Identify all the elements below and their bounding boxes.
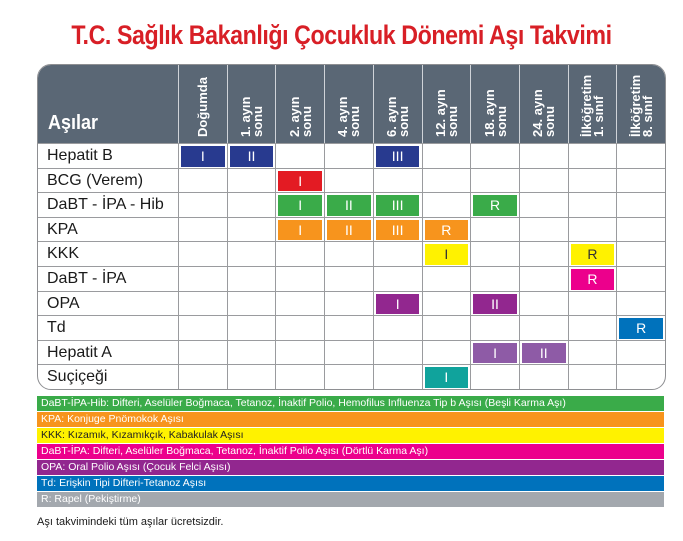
schedule-cell — [324, 193, 373, 218]
schedule-cell — [227, 193, 276, 218]
schedule-cell — [519, 193, 568, 218]
dose-marker: R — [571, 269, 615, 290]
dose-marker: I — [425, 244, 469, 265]
schedule-cell — [373, 193, 422, 218]
schedule-cell — [373, 292, 422, 317]
schedule-cell — [324, 144, 373, 169]
dose-marker: I — [425, 367, 469, 388]
schedule-cell — [568, 316, 617, 341]
schedule-cell — [568, 218, 617, 243]
schedule-cell — [227, 242, 276, 267]
schedule-cell — [373, 169, 422, 194]
vaccine-name: KKK — [47, 245, 80, 263]
schedule-cell — [373, 144, 422, 169]
schedule-cell — [324, 218, 373, 243]
schedule-cell — [178, 292, 227, 317]
schedule-cell — [227, 169, 276, 194]
dose-marker: I — [278, 171, 322, 192]
schedule-cell — [227, 218, 276, 243]
schedule-cell — [519, 316, 568, 341]
column-header-label: 4. ayın sonu — [335, 96, 363, 137]
table-header — [38, 65, 665, 143]
vaccine-name: DaBT - İPA — [47, 270, 127, 287]
schedule-cell — [227, 144, 276, 169]
dose-marker: I — [473, 343, 517, 364]
vaccine-name: BCG (Verem) — [47, 171, 144, 189]
schedule-cell — [470, 365, 519, 390]
schedule-cell — [422, 218, 471, 243]
schedule-cell — [616, 292, 665, 317]
table-row — [38, 315, 665, 341]
schedule-cell — [519, 365, 568, 390]
schedule-cell — [178, 267, 227, 292]
schedule-cell — [470, 341, 519, 366]
schedule-cell — [568, 242, 617, 267]
schedule-cell — [470, 218, 519, 243]
schedule-cell — [616, 365, 665, 390]
column-header-label: İlköğretim 1. sınıf — [578, 74, 606, 137]
column-header — [275, 65, 325, 143]
schedule-cell — [275, 169, 324, 194]
legend-entry: OPA: Oral Polio Aşısı (Çocuk Felci Aşısı) — [37, 460, 664, 475]
column-header-label: 18. ayın sonu — [481, 89, 509, 137]
column-header — [422, 65, 472, 143]
legend-entry: R: Rapel (Pekiştirme) — [37, 492, 664, 507]
schedule-cell — [616, 267, 665, 292]
schedule-cell — [227, 316, 276, 341]
dose-marker: II — [327, 195, 371, 216]
schedule-cell — [616, 169, 665, 194]
schedule-cell — [422, 292, 471, 317]
schedule-cell — [568, 365, 617, 390]
schedule-cell — [422, 193, 471, 218]
schedule-cell — [470, 316, 519, 341]
schedule-cell — [519, 292, 568, 317]
table-row — [38, 192, 665, 218]
schedule-cell — [422, 242, 471, 267]
dose-marker: II — [230, 146, 274, 167]
schedule-cell — [373, 267, 422, 292]
schedule-cell — [227, 341, 276, 366]
vaccine-name: Hepatit A — [47, 343, 112, 361]
schedule-cell — [422, 169, 471, 194]
dose-marker: I — [181, 146, 225, 167]
footnote: Aşı takvimindeki tüm aşılar ücretsizdir. — [37, 516, 224, 528]
column-header-label: 1. ayın sonu — [238, 96, 266, 137]
column-header-label: 12. ayın sonu — [432, 89, 460, 137]
schedule-cell — [373, 365, 422, 390]
schedule-cell — [324, 292, 373, 317]
schedule-cell — [227, 365, 276, 390]
schedule-cell — [178, 341, 227, 366]
column-header — [519, 65, 569, 143]
schedule-cell — [178, 144, 227, 169]
table-row — [38, 266, 665, 292]
schedule-cell — [227, 267, 276, 292]
schedule-cell — [470, 169, 519, 194]
schedule-cell — [519, 144, 568, 169]
column-header-label: 24. ayın sonu — [530, 89, 558, 137]
schedule-cell — [422, 365, 471, 390]
schedule-cell — [568, 144, 617, 169]
column-header — [373, 65, 423, 143]
schedule-cell — [178, 365, 227, 390]
schedule-cell — [470, 242, 519, 267]
schedule-cell — [324, 341, 373, 366]
column-header-label: 2. ayın sonu — [286, 96, 314, 137]
schedule-cell — [373, 242, 422, 267]
vaccine-name: KPA — [47, 220, 78, 238]
dose-marker: II — [327, 220, 371, 241]
schedule-cell — [616, 242, 665, 267]
schedule-cell — [616, 316, 665, 341]
schedule-cell — [568, 169, 617, 194]
schedule-cell — [568, 292, 617, 317]
dose-marker: III — [376, 220, 420, 241]
schedule-cell — [470, 193, 519, 218]
schedule-cell — [275, 341, 324, 366]
schedule-cell — [178, 218, 227, 243]
dose-marker: I — [278, 195, 322, 216]
schedule-cell — [324, 267, 373, 292]
schedule-cell — [470, 267, 519, 292]
schedule-cell — [616, 144, 665, 169]
dose-marker: R — [571, 244, 615, 265]
dose-marker: I — [278, 220, 322, 241]
schedule-cell — [616, 341, 665, 366]
dose-marker: II — [522, 343, 566, 364]
schedule-cell — [324, 242, 373, 267]
legend-entry: KPA: Konjuge Pnömokok Aşısı — [37, 412, 664, 427]
schedule-cell — [275, 316, 324, 341]
vaccine-name: Suçiçeği — [47, 368, 108, 386]
column-header-label: İlköğretim 8. sınıf — [627, 74, 655, 137]
schedule-cell — [324, 365, 373, 390]
schedule-cell — [324, 169, 373, 194]
schedule-cell — [178, 193, 227, 218]
schedule-cell — [373, 341, 422, 366]
column-header — [470, 65, 520, 143]
schedule-cell — [324, 316, 373, 341]
column-header — [227, 65, 277, 143]
schedule-cell — [422, 341, 471, 366]
legend-entry: DaBT-İPA-Hib: Difteri, Aselüler Boğmaca, Tetanoz, İnaktif Polio, Hemofilus Influenza Tip b Aşısı (Beşli Karma Aşı) — [37, 396, 664, 411]
schedule-cell — [616, 193, 665, 218]
vaccine-schedule-table — [37, 64, 666, 390]
dose-marker: II — [473, 294, 517, 315]
vaccine-name: DaBT - İPA - Hib — [47, 196, 164, 214]
schedule-cell — [470, 292, 519, 317]
schedule-cell — [519, 218, 568, 243]
table-row — [38, 291, 665, 317]
schedule-cell — [275, 144, 324, 169]
schedule-cell — [178, 169, 227, 194]
table-row — [38, 241, 665, 267]
schedule-cell — [275, 242, 324, 267]
table-row — [38, 217, 665, 243]
vaccine-name: Td — [47, 319, 66, 337]
column-header-label: Doğumda — [195, 77, 211, 137]
schedule-cell — [568, 267, 617, 292]
schedule-cell — [275, 365, 324, 390]
schedule-cell — [470, 144, 519, 169]
schedule-cell — [519, 169, 568, 194]
table-row — [38, 340, 665, 366]
dose-marker: R — [473, 195, 517, 216]
schedule-cell — [275, 267, 324, 292]
schedule-cell — [519, 341, 568, 366]
dose-marker: III — [376, 146, 420, 167]
page-title: T.C. Sağlık Bakanlığı Çocukluk Dönemi Aşı Takvimi — [71, 20, 612, 50]
column-header — [616, 65, 666, 143]
table-row — [38, 143, 665, 169]
legend-entry: KKK: Kızamık, Kızamıkçık, Kabakulak Aşısı — [37, 428, 664, 443]
schedule-cell — [275, 193, 324, 218]
vaccine-name: Hepatit B — [47, 147, 113, 164]
schedule-cell — [568, 193, 617, 218]
table-row — [38, 364, 665, 390]
column-header — [178, 65, 228, 143]
dose-marker: I — [376, 294, 420, 315]
column-header — [568, 65, 618, 143]
legend-entry: Td: Erişkin Tipi Difteri-Tetanoz Aşısı — [37, 476, 664, 491]
schedule-cell — [616, 218, 665, 243]
schedule-cell — [227, 292, 276, 317]
dose-marker: III — [376, 195, 420, 216]
vaccine-name: OPA — [47, 294, 80, 312]
schedule-cell — [373, 316, 422, 341]
table-row — [38, 168, 665, 194]
dose-marker: R — [619, 318, 663, 339]
schedule-cell — [275, 292, 324, 317]
row-header-label: Aşılar — [48, 112, 99, 134]
column-header-label: 6. ayın sonu — [384, 96, 412, 137]
schedule-cell — [275, 218, 324, 243]
schedule-cell — [178, 316, 227, 341]
schedule-cell — [568, 341, 617, 366]
legend — [37, 396, 664, 508]
column-header — [324, 65, 374, 143]
schedule-cell — [373, 218, 422, 243]
schedule-cell — [422, 144, 471, 169]
schedule-cell — [422, 267, 471, 292]
schedule-cell — [178, 242, 227, 267]
dose-marker: R — [425, 220, 469, 241]
schedule-cell — [519, 242, 568, 267]
schedule-cell — [422, 316, 471, 341]
legend-entry: DaBT-İPA: Difteri, Aselüler Boğmaca, Tetanoz, İnaktif Polio Aşısı (Dörtlü Karma Aşı) — [37, 444, 664, 459]
schedule-cell — [519, 267, 568, 292]
